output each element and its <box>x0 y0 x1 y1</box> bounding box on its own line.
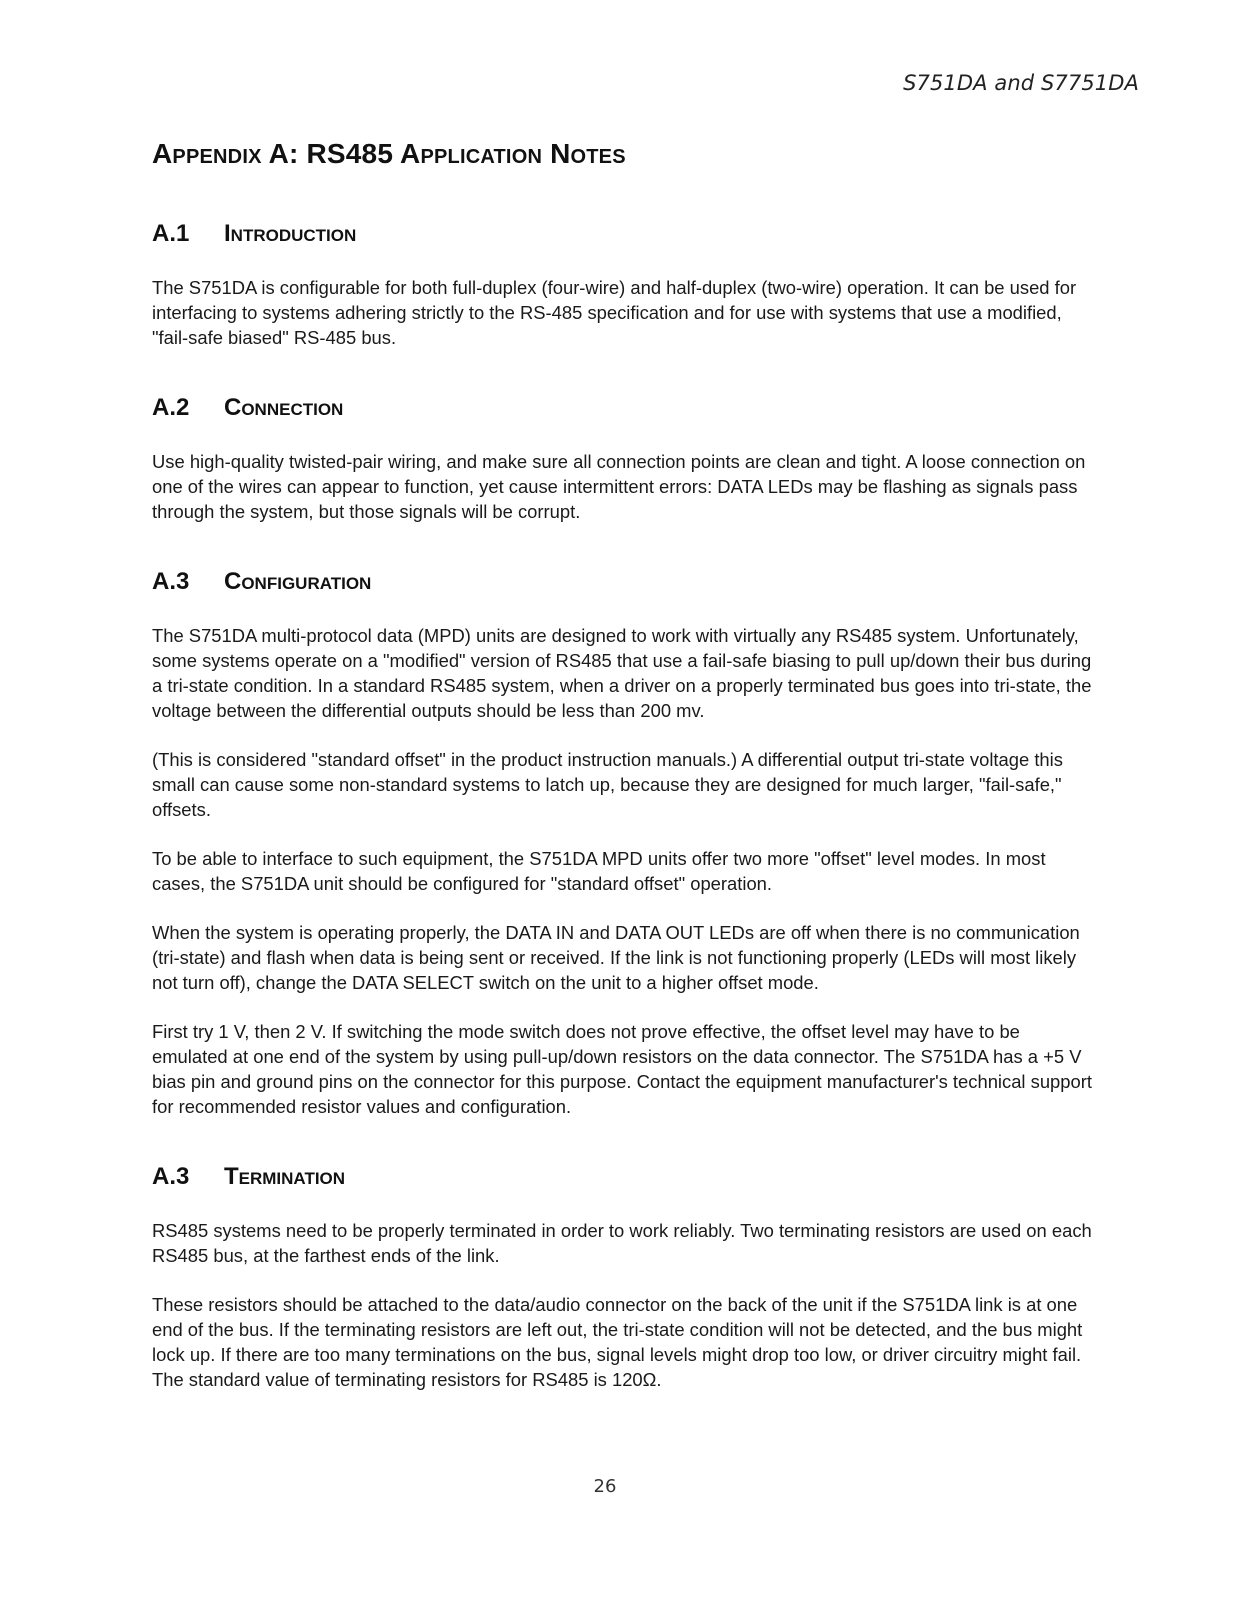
paragraph: The S751DA multi-protocol data (MPD) units are designed to work with virtually any RS485 system. Unfortunately, some systems operate on a "modified" version of RS485 that use a fail-safe biasing to pull up/down their bus during a tri-state condition. In a standard RS485 system, when a driver on a properly terminated bus goes into tri-state, the voltage between the differential outputs should be less than 200 mv. <box>152 625 1092 721</box>
appendix-title: Appendix A: RS485 Application Notes <box>152 138 626 169</box>
section-number: A.2 <box>152 394 190 421</box>
section-heading-termination <box>152 1163 1092 1191</box>
paragraph: RS485 systems need to be properly terminated in order to work reliably. Two terminating resistors are used on each RS485 bus, at the farthest ends of the link. <box>152 1220 1092 1266</box>
section-number: A.3 <box>152 568 190 595</box>
page-body <box>152 138 1092 1392</box>
section-title: Configuration <box>224 568 372 595</box>
section-title: Connection <box>224 394 344 421</box>
section-heading-configuration <box>152 568 1092 596</box>
section-title: Introduction <box>224 220 357 247</box>
paragraph: These resistors should be attached to the data/audio connector on the back of the unit if the S751DA link is at one end of the bus. If the terminating resistors are left out, the tri-state condition will not be detected, and the bus might lock up. If there are too many terminations on the bus, signal levels might drop too low, or driver circuitry might fail. The standard value of terminating resistors for RS485 is 120Ω. <box>152 1294 1083 1390</box>
section-number: A.1 <box>152 220 190 247</box>
paragraph: Use high-quality twisted-pair wiring, and make sure all connection points are clean and tight. A loose connection on one of the wires can appear to function, yet cause intermittent errors: DATA LEDs may be flashing as signals pass through the system, but those signals will be corrupt. <box>152 451 1086 522</box>
page-number: 26 <box>593 1476 617 1497</box>
section-number: A.3 <box>152 1163 190 1190</box>
paragraph: To be able to interface to such equipment, the S751DA MPD units offer two more "offset" level modes. In most cases, the S751DA unit should be configured for "standard offset" operation. <box>152 848 1046 894</box>
paragraph: First try 1 V, then 2 V. If switching the mode switch does not prove effective, the offset level may have to be emulated at one end of the system by using pull-up/down resistors on the data connector. The S751DA has a +5 V bias pin and ground pins on the connector for this purpose. Contact the equipment manufacturer's technical support for recommended resistor values and configuration. <box>152 1021 1092 1117</box>
paragraph: When the system is operating properly, the DATA IN and DATA OUT LEDs are off when there is no communication (tri-state) and flash when data is being sent or received. If the link is not functioning properly (LEDs will most likely not turn off), change the DATA SELECT switch on the unit to a higher offset mode. <box>152 922 1080 993</box>
paragraph: The S751DA is configurable for both full-duplex (four-wire) and half-duplex (two-wire) operation. It can be used for interfacing to systems adhering strictly to the RS-485 specification and for use with systems that use a modified, "fail-safe biased" RS-485 bus. <box>152 277 1077 348</box>
paragraph: (This is considered "standard offset" in the product instruction manuals.) A differential output tri-state voltage this small can cause some non-standard systems to latch up, because they are designed for much larger, "fail-safe," offsets. <box>152 749 1063 820</box>
section-title: Termination <box>224 1163 346 1190</box>
running-header: S751DA and S7751DA <box>903 71 1139 95</box>
section-heading-connection <box>152 394 1092 422</box>
section-heading-introduction <box>152 220 1092 248</box>
